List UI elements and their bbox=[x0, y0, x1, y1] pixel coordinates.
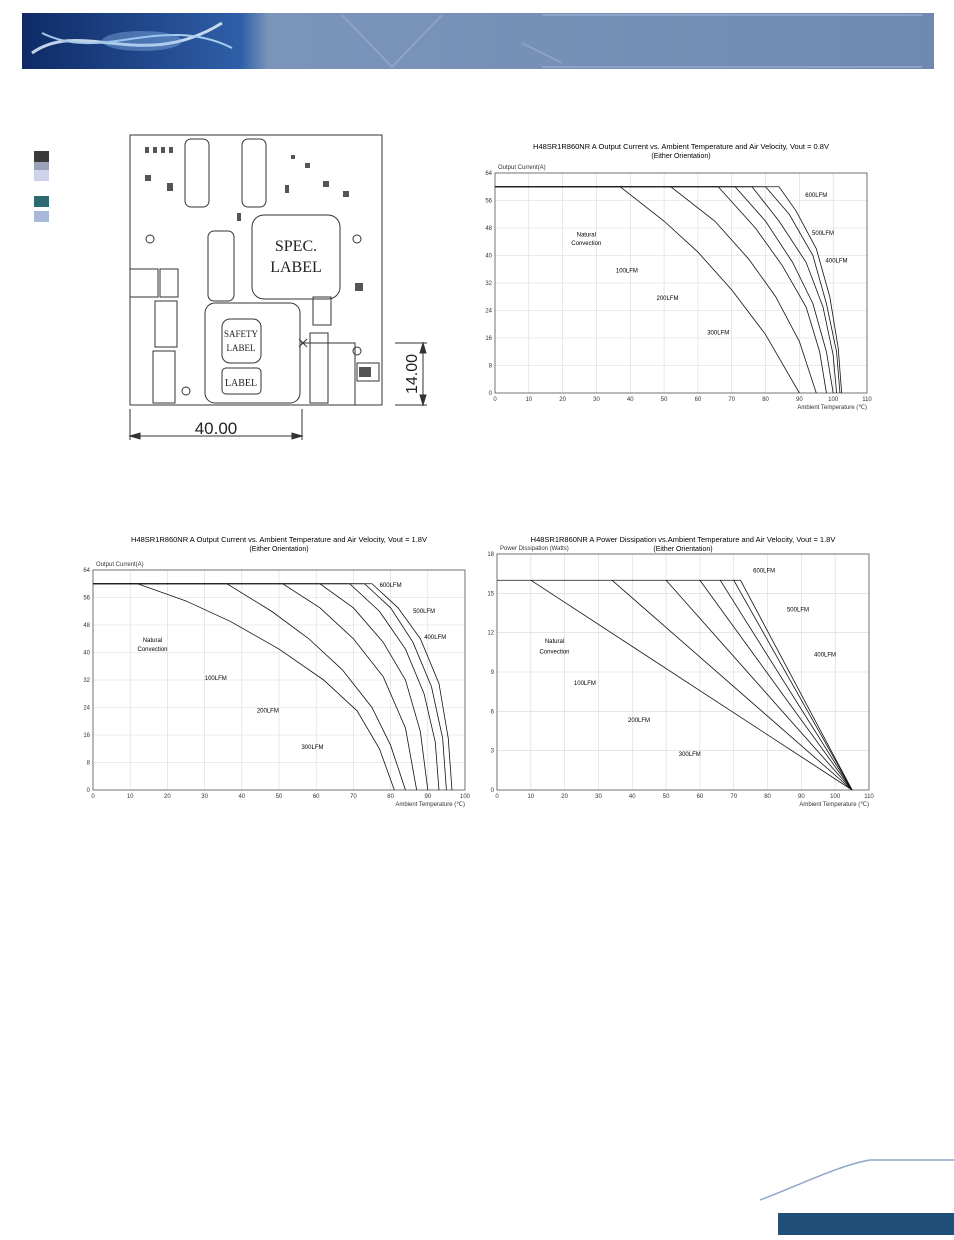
annotation-label: 300LFM bbox=[301, 744, 324, 751]
series-line-500lfm bbox=[495, 187, 840, 393]
chart-output-current-1v8 bbox=[80, 533, 475, 818]
y-tick-label: 15 bbox=[487, 591, 494, 598]
series-line-100lfm bbox=[93, 584, 405, 790]
safety-label-box bbox=[222, 319, 261, 363]
annotation-label: 600LFM bbox=[753, 568, 776, 575]
x-tick-label: 40 bbox=[628, 794, 636, 800]
x-tick-label: 70 bbox=[728, 397, 736, 403]
x-tick-label: 0 bbox=[493, 397, 497, 403]
x-tick-label: 60 bbox=[696, 794, 704, 800]
x-tick-label: 50 bbox=[275, 794, 283, 800]
series-line-400lfm bbox=[495, 187, 837, 393]
x-tick-label: 80 bbox=[762, 397, 769, 403]
x-tick-label: 30 bbox=[595, 794, 602, 800]
safety-label-line2: LABEL bbox=[226, 343, 256, 353]
annotation-label: 100LFM bbox=[573, 681, 596, 688]
x-tick-label: 110 bbox=[862, 397, 872, 403]
x-tick-label: 40 bbox=[238, 794, 246, 800]
y-tick-label: 16 bbox=[83, 733, 90, 739]
chart-svg bbox=[80, 533, 475, 818]
safety-label-line1: SAFETY bbox=[223, 329, 259, 339]
x-tick-label: 70 bbox=[730, 794, 738, 800]
series-line-natural-convection bbox=[495, 187, 799, 393]
x-axis-label: Ambient Temperature (℃) bbox=[797, 405, 867, 411]
annotation-label: 300LFM bbox=[678, 751, 701, 758]
footer-bar bbox=[778, 1213, 954, 1235]
x-tick-label: 60 bbox=[312, 794, 320, 800]
x-tick-label: 40 bbox=[626, 397, 634, 403]
annotation-label: Convection bbox=[137, 646, 168, 653]
x-tick-label: 0 bbox=[495, 794, 499, 800]
annotation-label: 600LFM bbox=[805, 193, 828, 200]
chart-title: H48SR1R860NR A Output Current vs. Ambient Temperature and Air Velocity, Vout = 0.8V bbox=[533, 142, 829, 151]
x-tick-label: 100 bbox=[459, 794, 471, 800]
x-tick-label: 90 bbox=[424, 794, 432, 800]
series-line-natural-convection bbox=[93, 584, 394, 790]
y-tick-label: 40 bbox=[485, 253, 492, 260]
y-tick-label: 48 bbox=[485, 226, 492, 232]
y-tick-label: 56 bbox=[485, 198, 492, 205]
y-tick-label: 64 bbox=[485, 171, 492, 177]
x-tick-label: 30 bbox=[201, 794, 208, 800]
x-tick-label: 100 bbox=[828, 397, 839, 403]
y-tick-label: 32 bbox=[485, 281, 492, 287]
height-dimension: 14.00 bbox=[404, 353, 421, 395]
y-axis-label: Output Current(A) bbox=[498, 165, 546, 171]
spec-label-line2: LABEL bbox=[270, 259, 322, 276]
annotation-label: Natural bbox=[576, 232, 596, 239]
series-line-100lfm bbox=[495, 187, 816, 393]
annotation-label: 200LFM bbox=[656, 296, 679, 303]
annotation-label: Convection bbox=[539, 649, 570, 656]
annotation-label: 100LFM bbox=[204, 676, 227, 682]
swatch-light-blue bbox=[34, 170, 49, 181]
x-tick-label: 90 bbox=[796, 397, 803, 403]
x-tick-label: 30 bbox=[593, 397, 600, 403]
series-line-600lfm bbox=[495, 187, 842, 393]
x-tick-label: 80 bbox=[764, 794, 771, 800]
y-tick-label: 0 bbox=[86, 788, 90, 794]
chart-title: H48SR1R860NR A Output Current vs. Ambient Temperature and Air Velocity, Vout = 1.8V bbox=[131, 535, 427, 544]
y-tick-label: 48 bbox=[83, 623, 90, 629]
y-tick-label: 64 bbox=[83, 568, 90, 574]
annotation-label: 400LFM bbox=[424, 634, 447, 641]
x-tick-label: 20 bbox=[559, 397, 566, 403]
width-dimension: 40.00 bbox=[194, 419, 238, 438]
swatch-dark-gray bbox=[34, 151, 49, 162]
x-tick-label: 80 bbox=[387, 794, 394, 800]
footer-curve-line bbox=[760, 1160, 954, 1200]
annotation-label: 400LFM bbox=[814, 652, 837, 659]
chart-title: H48SR1R860NR A Power Dissipation vs.Ambient Temperature and Air Velocity, Vout = 1.8V bbox=[530, 535, 836, 544]
swatch-teal bbox=[34, 196, 49, 207]
x-tick-label: 20 bbox=[164, 794, 171, 800]
x-tick-label: 20 bbox=[561, 794, 568, 800]
y-tick-label: 6 bbox=[490, 709, 494, 716]
y-tick-label: 3 bbox=[490, 748, 494, 755]
y-axis-label: Output Current(A) bbox=[96, 562, 144, 568]
x-tick-label: 110 bbox=[864, 794, 874, 800]
chart-power-dissipation-1v8 bbox=[480, 533, 880, 818]
y-tick-label: 24 bbox=[83, 705, 90, 712]
y-tick-label: 24 bbox=[485, 308, 492, 315]
x-tick-label: 50 bbox=[662, 794, 670, 800]
x-tick-label: 70 bbox=[350, 794, 357, 800]
annotation-label: 100LFM bbox=[615, 268, 638, 275]
annotation-label: Convection bbox=[571, 241, 602, 248]
annotation-label: 600LFM bbox=[379, 583, 402, 590]
series-line-200lfm bbox=[93, 584, 417, 790]
annotation-label: 500LFM bbox=[413, 608, 436, 615]
header-banner bbox=[22, 13, 934, 69]
module-outline-drawing bbox=[125, 133, 435, 443]
y-tick-label: 18 bbox=[487, 552, 494, 558]
board-outline bbox=[130, 135, 382, 405]
y-tick-label: 9 bbox=[490, 670, 494, 676]
x-tick-label: 10 bbox=[525, 397, 533, 403]
x-tick-label: 90 bbox=[798, 794, 805, 800]
y-tick-label: 12 bbox=[487, 630, 494, 637]
y-tick-label: 8 bbox=[86, 760, 90, 767]
annotation-label: 200LFM bbox=[628, 717, 651, 724]
annotation-label: 500LFM bbox=[786, 607, 809, 614]
series-line-400lfm bbox=[93, 584, 439, 790]
x-axis-label: Ambient Temperature (℃) bbox=[799, 802, 869, 808]
spec-label-line1: SPEC. bbox=[274, 238, 318, 255]
chart-output-current-0v8 bbox=[480, 140, 880, 420]
x-tick-label: 60 bbox=[694, 397, 702, 403]
x-tick-label: 100 bbox=[830, 794, 841, 800]
y-axis-label: Power Dissipation (Watts) bbox=[500, 546, 569, 552]
y-tick-label: 16 bbox=[485, 336, 492, 342]
series-line-300lfm bbox=[700, 580, 852, 790]
series-line-300lfm bbox=[93, 584, 428, 790]
y-tick-label: 8 bbox=[488, 363, 492, 370]
annotation-label: 400LFM bbox=[825, 258, 848, 265]
series-line-600lfm bbox=[93, 584, 452, 790]
chart-svg bbox=[480, 533, 880, 818]
y-tick-label: 56 bbox=[83, 595, 90, 602]
annotation-label: Natural bbox=[142, 638, 163, 645]
y-tick-label: 0 bbox=[490, 788, 494, 794]
series-line-500lfm bbox=[93, 584, 446, 790]
y-tick-label: 0 bbox=[488, 391, 492, 397]
x-tick-label: 50 bbox=[660, 397, 668, 403]
x-tick-label: 10 bbox=[126, 794, 134, 800]
x-tick-label: 10 bbox=[527, 794, 535, 800]
annotation-label: 300LFM bbox=[707, 330, 730, 337]
annotation-label: 200LFM bbox=[256, 708, 279, 715]
label-text: LABEL bbox=[224, 378, 258, 389]
x-axis-label: Ambient Temperature (℃) bbox=[395, 802, 465, 808]
chart-svg bbox=[480, 140, 880, 420]
x-tick-label: 0 bbox=[91, 794, 95, 800]
chart-subtitle: (Either Orientation) bbox=[249, 546, 309, 553]
swatch-pale-blue bbox=[34, 211, 49, 222]
chart-subtitle: (Either Orientation) bbox=[651, 153, 711, 160]
series-line-200lfm bbox=[666, 580, 852, 790]
annotation-label: Natural bbox=[544, 639, 565, 646]
footer-decoration bbox=[760, 1155, 954, 1235]
series-line-100lfm bbox=[612, 580, 852, 790]
chart-subtitle: (Either Orientation) bbox=[653, 546, 713, 553]
annotation-label: 500LFM bbox=[812, 230, 835, 237]
y-tick-label: 32 bbox=[83, 678, 90, 684]
y-tick-label: 40 bbox=[83, 650, 90, 657]
spec-label-box bbox=[252, 215, 340, 299]
